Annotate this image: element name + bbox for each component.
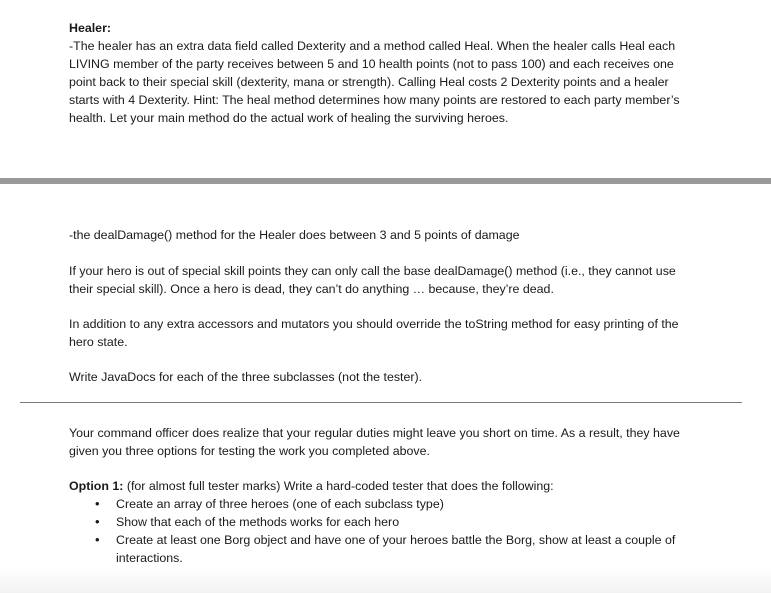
deal-damage-paragraph: [69, 226, 741, 244]
list-item-text: Create at least one Borg object and have one of your heroes battle the Borg, show at least a couple of: [116, 533, 676, 547]
bullet-icon: •: [95, 514, 100, 529]
option-1-text: (for almost full tester marks) Write a hard-coded tester that does the following:: [123, 479, 554, 493]
out-of-skill-line-1: If your hero is out of special skill points they can only call the base dealDamage() method (i.e., they cannot use: [69, 264, 676, 278]
deal-damage-line: -the dealDamage() method for the Healer does between 3 and 5 points of damage: [69, 228, 520, 242]
healer-line-2: LIVING member of the party receives between 5 and 10 health points (not to pass 100) and each receives one: [69, 57, 674, 71]
list-item-text: Show that each of the methods works for each hero: [116, 515, 400, 529]
list-item: [69, 495, 741, 513]
accessors-paragraph: [69, 315, 741, 351]
command-officer-line-1: Your command officer does realize that your regular duties might leave you short on time. As a result, they have: [69, 426, 680, 440]
command-officer-paragraph: [69, 424, 741, 460]
list-item: [69, 531, 741, 567]
healer-line-3: point back to their special skill (dexterity, mana or strength). Calling Heal costs 2 Dexterity points and a healer: [69, 75, 669, 89]
healer-section: [69, 19, 741, 127]
option-1-label: Option 1:: [69, 479, 124, 493]
healer-heading: Healer:: [69, 21, 112, 35]
accessors-line-2: hero state.: [69, 335, 128, 349]
option-1-section: [69, 477, 741, 567]
healer-line-1: -The healer has an extra data field called Dexterity and a method called Heal. When the healer calls Heal each: [69, 39, 676, 53]
command-officer-line-2: given you three options for testing the work you completed above.: [69, 444, 430, 458]
out-of-skill-paragraph: [69, 262, 741, 298]
option-1-intro: [69, 477, 741, 495]
javadocs-line: Write JavaDocs for each of the three subclasses (not the tester).: [69, 370, 423, 384]
list-item-text: Create an array of three heroes (one of each subclass type): [116, 497, 444, 511]
list-item: [69, 513, 741, 531]
healer-line-4: starts with 4 Dexterity. Hint: The heal method determines how many points are restored to each party member’s: [69, 93, 680, 107]
horizontal-rule: [20, 402, 742, 403]
bullet-icon: •: [95, 496, 100, 511]
list-item-text-continued: interactions.: [116, 551, 183, 565]
bullet-icon: •: [95, 532, 100, 547]
healer-line-5: health. Let your main method do the actual work of healing the surviving heroes.: [69, 111, 509, 125]
accessors-line-1: In addition to any extra accessors and mutators you should override the toString method for easy printing of the: [69, 317, 679, 331]
option-1-list: [69, 495, 741, 567]
page-bottom-shadow: [0, 568, 771, 593]
javadocs-paragraph: [69, 368, 741, 386]
out-of-skill-line-2: their special skill). Once a hero is dead, they can’t do anything … because, they’re dead.: [69, 282, 554, 296]
